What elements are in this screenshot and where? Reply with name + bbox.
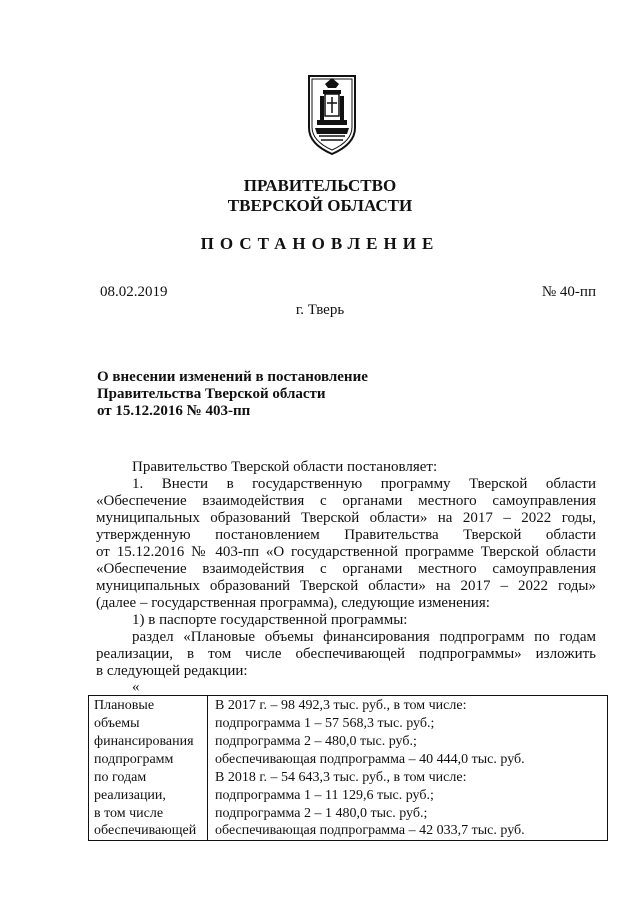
organization-name-line-1: ПРАВИТЕЛЬСТВО [243,176,397,195]
body-line: от 15.12.2016 № 403-пп «О государственной программе Тверской области [96,544,596,560]
body-line: муниципальных образований Тверской области» на 2017 – 2022 годы» [96,578,596,594]
table-left-cell-line: Плановые [94,698,155,713]
table-right-cell-line: подпрограмма 1 – 11 129,6 тыс. руб.; [215,788,434,803]
document-city: г. Тверь [295,302,345,318]
body-line: раздел «Плановые объемы финансирования подпрограмм по годам [132,629,596,645]
table-right-cell-line: подпрограмма 2 – 1 480,0 тыс. руб.; [215,806,428,821]
table-right-cell-line: подпрограмма 2 – 480,0 тыс. руб.; [215,734,417,749]
subject-line: Правительства Тверской области [97,386,326,402]
table-right-cell-line: подпрограмма 1 – 57 568,3 тыс. руб.; [215,716,435,731]
body-line: утвержденную постановлением Правительства Тверской области [96,527,596,543]
body-line: 1. Внести в государственную программу Тверской области [132,476,596,492]
body-line: «Обеспечение взаимодействия с органами местного самоуправления [96,561,596,577]
table-left-cell-line: реализации, [94,788,166,803]
table-left-cell-line: в том числе [94,806,164,821]
subject-line: О внесении изменений в постановление [97,369,368,385]
opening-quote: « [132,679,140,695]
document-type: ПОСТАНОВЛЕНИЕ [200,234,440,253]
financing-table [88,695,608,841]
coat-of-arms-emblem [303,70,361,158]
table-left-cell-line: подпрограмм [94,752,174,767]
table-left-cell-line: финансирования [94,734,194,749]
subject-line: от 15.12.2016 № 403-пп [97,403,251,419]
body-line: 1) в паспорте государственной программы: [132,612,408,628]
table-left-cell-line: обеспечивающей [94,823,197,838]
document-date: 08.02.2019 [100,284,168,300]
table-right-cell-line: В 2018 г. – 54 643,3 тыс. руб., в том числе: [215,770,467,785]
table-left-cell-line: по годам [94,770,147,785]
table-column-divider [207,696,208,840]
body-line: муниципальных образований Тверской области» на 2017 – 2022 годы, [96,510,596,526]
table-right-cell-line: обеспечивающая подпрограмма – 40 444,0 тыс. руб. [215,752,525,767]
document-number: № 40-пп [541,284,596,300]
table-left-cell-line: объемы [94,716,140,731]
body-line: реализации, в том числе обеспечивающей подпрограммы» изложить [96,646,596,662]
body-line: Правительство Тверской области постановляет: [132,459,438,475]
table-right-cell-line: В 2017 г. – 98 492,3 тыс. руб., в том числе: [215,698,467,713]
body-line: «Обеспечение взаимодействия с органами местного самоуправления [96,493,596,509]
body-line: в следующей редакции: [96,663,248,679]
organization-name-line-2: ТВЕРСКОЙ ОБЛАСТИ [227,196,413,215]
body-line: (далее – государственная программа), следующие изменения: [96,595,490,611]
table-right-cell-line: обеспечивающая подпрограмма – 42 033,7 тыс. руб. [215,823,525,838]
